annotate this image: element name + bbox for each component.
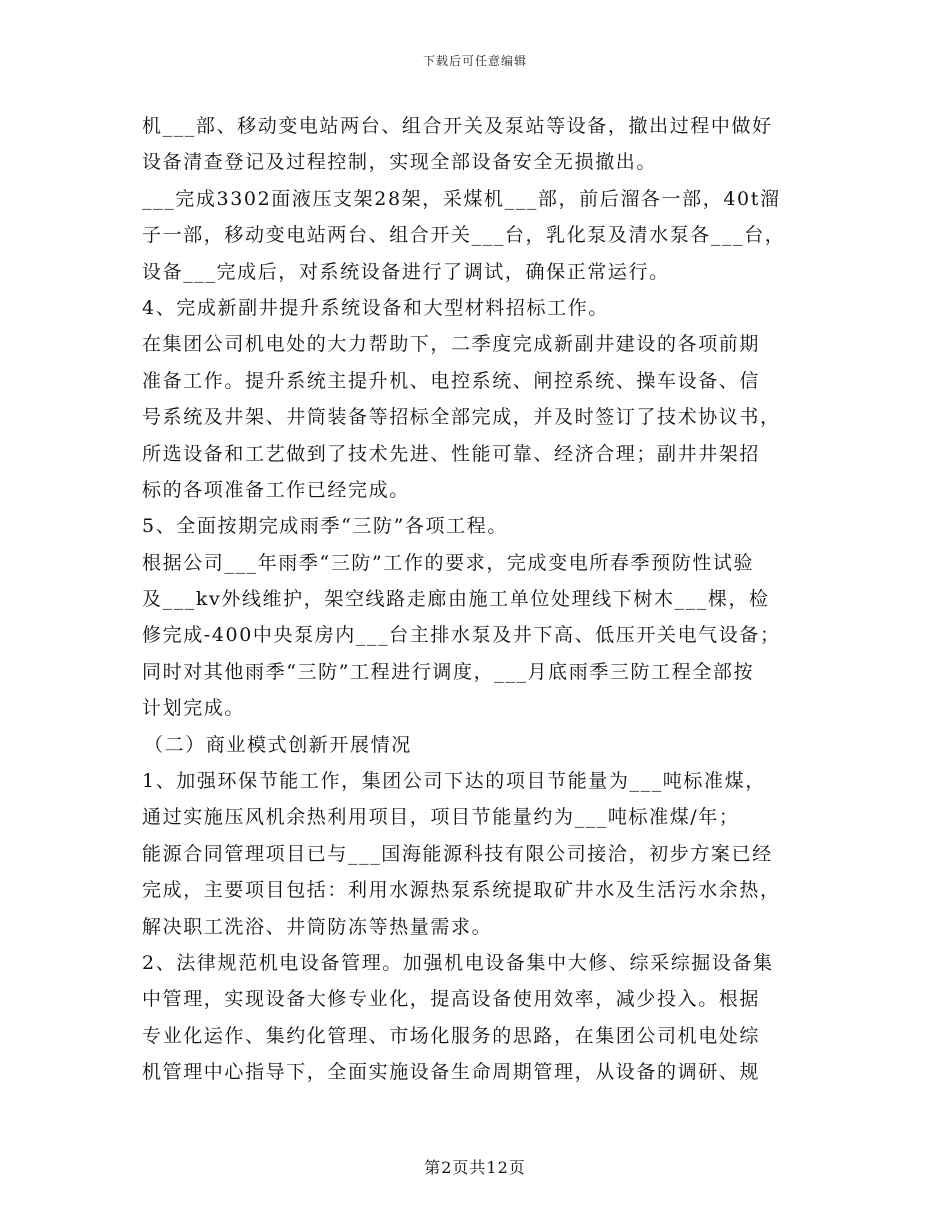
text-line-25: 中管理，实现设备大修专业化，提高设备使用效率，减少投入。根据: [142, 988, 761, 1011]
text-line-5: 设备___完成后，对系统设备进行了调试，确保正常运行。: [142, 260, 670, 283]
text-line-16: 同时对其他雨季“三防”工程进行调度，___月底雨季三防工程全部按: [142, 660, 755, 683]
text-line-23: 解决职工洗浴、井筒防冻等热量需求。: [142, 915, 493, 938]
text-line-3: ___完成3302面液压支架28架，采煤机___部，前后溜各一部，40t溜: [142, 187, 781, 210]
text-line-8: 准备工作。提升系统主提升机、电控系统、闸控系统、操车设备、信: [142, 369, 761, 392]
text-line-26: 专业化运作、集约化管理、市场化服务的思路，在集团公司机电处综: [142, 1024, 761, 1047]
text-line-21: 能源合同管理项目已与___国海能源科技有限公司接洽，初步方案已经: [142, 842, 773, 865]
section-heading-5: 5、全面按期完成雨季“三防”各项工程。: [142, 515, 508, 538]
text-line-22: 完成，主要项目包括：利用水源热泵系统提取矿井水及生活污水余热，: [142, 879, 781, 902]
section-heading-business-model: （二）商业模式创新开展情况: [144, 733, 412, 756]
section-heading-4: 4、完成新副井提升系统设备和大型材料招标工作。: [142, 296, 609, 319]
text-line-9: 号系统及井架、井筒装备等招标全部完成，并及时签订了技术协议书，: [142, 406, 781, 429]
page-header: 下载后可任意编辑: [422, 54, 527, 68]
text-line-7: 在集团公司机电处的大力帮助下，二季度完成新副井建设的各项前期: [142, 333, 761, 356]
text-line-13: 根据公司___年雨季“三防”工作的要求，完成变电所春季预防性试验: [142, 551, 755, 574]
text-line-10: 所选设备和工艺做到了技术先进、性能可靠、经济合理；副井井架招: [142, 442, 761, 465]
page-number: 第2页共12页: [424, 1158, 526, 1177]
text-line-11: 标的各项准备工作已经完成。: [142, 478, 410, 501]
text-line-17: 计划完成。: [142, 697, 246, 720]
text-line-4: 子一部，移动变电站两台、组合开关___台，乳化泵及清水泵各___台，: [142, 224, 786, 247]
document-body: [142, 108, 812, 1091]
text-line-27: 机管理中心指导下，全面实施设备生命周期管理，从设备的调研、规: [142, 1061, 761, 1084]
text-line-2: 设备清查登记及过程控制，实现全部设备安全无损撤出。: [142, 151, 658, 174]
text-line-1: 机___部、移动变电站两台、组合开关及泵站等设备，撤出过程中做好: [142, 115, 773, 137]
text-line-19: 1、加强环保节能工作，集团公司下达的项目节能量为___吨标准煤，: [142, 770, 766, 793]
text-line-24: 2、法律规范机电设备管理。加强机电设备集中大修、综采综掘设备集: [142, 951, 774, 974]
text-line-14: 及___kv外线维护，架空线路走廊由施工单位处理线下树木___棵，检: [142, 588, 770, 611]
text-line-20: 通过实施压风机余热利用项目，项目节能量约为___吨标准煤/年；: [142, 806, 740, 829]
text-line-15: 修完成-400中央泵房内___台主排水泵及井下高、低压开关电气设备；: [142, 624, 781, 647]
